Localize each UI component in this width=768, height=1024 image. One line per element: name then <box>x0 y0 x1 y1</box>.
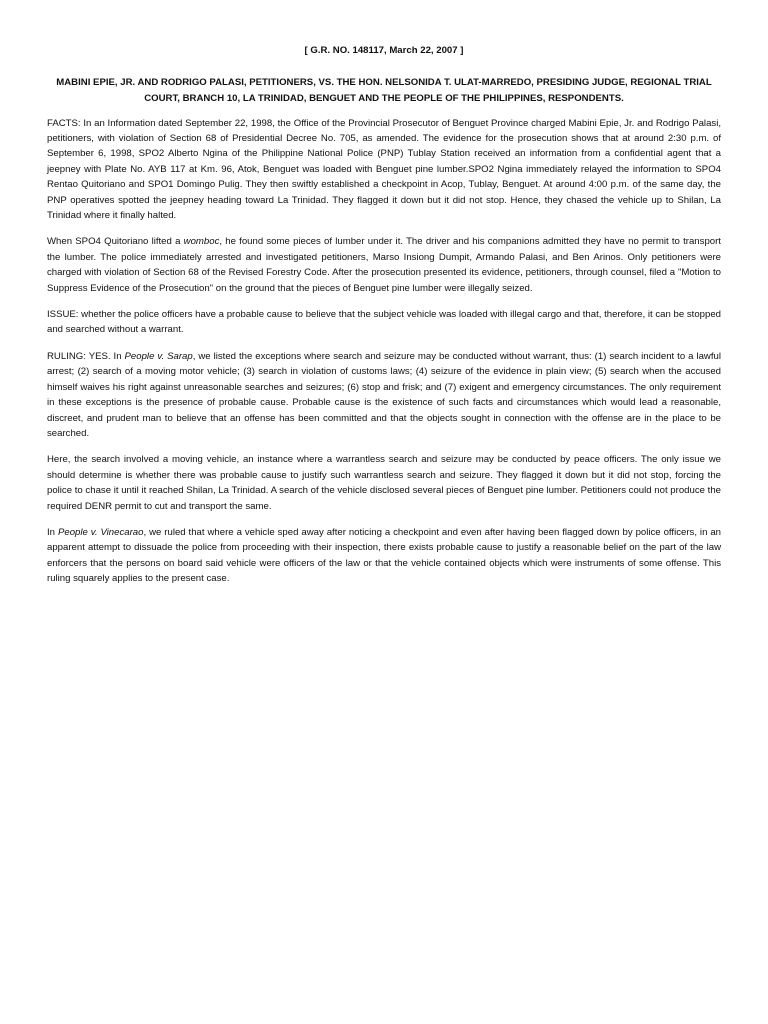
conclusion-paragraph <box>47 525 721 587</box>
facts-paragraph: FACTS: In an Information dated September 22, 1998, the Office of the Provincial Prosecutor of Benguet Province charged Mabini Epie, Jr. and Rodrigo Palasi, petitioners, with violation of Section 68 of Presidential Decree No. 705, as amended. The evidence for the prosecution shows that at around 2:30 p.m. of September 6, 1998, SPO2 Alberto Ngina of the Philippine National Police (PNP) Tublay Station received an information from a confidential agent that a jeepney with Plate No. AYB 117 at Km. 96, Atok, Benguet was loaded with Benguet pine lumber.SPO2 Ngina immediately relayed the information to SPO4 Rentao Quitoriano and SPO1 Domingo Pulig. They then swiftly established a checkpoint in Acop, Tublay, Benguet. At around 4:00 p.m. of the same day, the PNP operatives spotted the jeepney heading toward La Trinidad. They flagged it down but it did not stop. Hence, they chased the vehicle up to Shilan, La Trinidad where it finally halted. <box>47 117 721 222</box>
conclusion-text-after: , we ruled that where a vehicle sped away after noticing a checkpoint and even after having been flagged down by police officers, in an apparent attempt to dissuade the police from proceeding with their inspection, there exists probable cause to justify a reasonable belief on the part of the law enforcers that the persons on board said vehicle were officers of the law or that the vehicle contained objects which were instruments of some offense. This ruling squarely applies to the present case. <box>47 526 722 585</box>
conclusion-text-before: In <box>47 526 58 538</box>
facts-continued-paragraph <box>47 234 721 296</box>
issue-paragraph: ISSUE: whether the police officers have a probable cause to believe that the subject vehicle was loaded with illegal cargo and that, therefore, it can be stopped and searched without a warrant. <box>47 309 721 336</box>
facts2-text-before: When SPO4 Quitoriano lifted a <box>47 236 184 248</box>
case-title: MABINI EPIE, JR. AND RODRIGO PALASI, PETITIONERS, VS. THE HON. NELSONIDA T. ULAT-MARREDO, PRESIDING JUDGE, REGIONAL TRIAL COURT, BRANCH 10, LA TRINIDAD, BENGUET AND THE PEOPLE OF THE PHILIPPINES, RESPONDENTS. <box>56 77 712 104</box>
ruling-text-before: RULING: YES. In <box>47 350 125 362</box>
facts2-text-after: , he found some pieces of lumber under it. The driver and his companions admitted they have no permit to transport the lumber. The police immediately arrested and investigated petitioners, Marso Insiong Dumpit, Armando Palasi, and Ben Arinos. Only petitioners were charged with violation of Section 68 of the Revised Forestry Code. After the prosecution presented its evidence, petitioners, through counsel, filed a "Motion to Suppress Evidence of the Prosecution" on the ground that the pieces of Benguet pine lumber were illegally seized. <box>47 236 721 294</box>
ruling-text-after: , we listed the exceptions where search and seizure may be conducted without warrant, thus: (1) search incident to a lawful arrest; (2) search of a moving motor vehicle; (3) search in violation of customs laws; (4) seizure of the evidence in plain view; (5) search when the accused himself waives his right against unreasonable searches and seizures; (6) stop and frisk; and (7) exigent and emergency circumstances. The only requirement in these exceptions is the presence of probable cause. Probable cause is the existence of such facts and circumstances which would lead a reasonable, discreet, and prudent man to believe that an offense has been committed and that the objects sought in connection with the offense are in the place to be searched. <box>47 350 721 439</box>
facts2-italic-term: womboc <box>183 236 220 248</box>
ruling-case-reference: People v. Sarap <box>124 350 193 362</box>
document-page <box>47 44 721 598</box>
conclusion-case-reference: People v. Vinecarao <box>57 526 144 538</box>
ruling-paragraph <box>47 349 721 441</box>
analysis-paragraph: Here, the search involved a moving vehicle, an instance where a warrantless search and seizure may be conducted by peace officers. The only issue we should determine is whether there was probable cause to justify such warrantless search and seizure. They flagged it down but it did not stop, forcing the police to chase it until it reached Shilan, La Trinidad. A search of the vehicle disclosed several pieces of Benguet pine lumber. Petitioners could not produce the required DENR permit to cut and transport the same. <box>47 454 721 512</box>
case-citation: [ G.R. NO. 148117, March 22, 2007 ] <box>304 45 464 56</box>
